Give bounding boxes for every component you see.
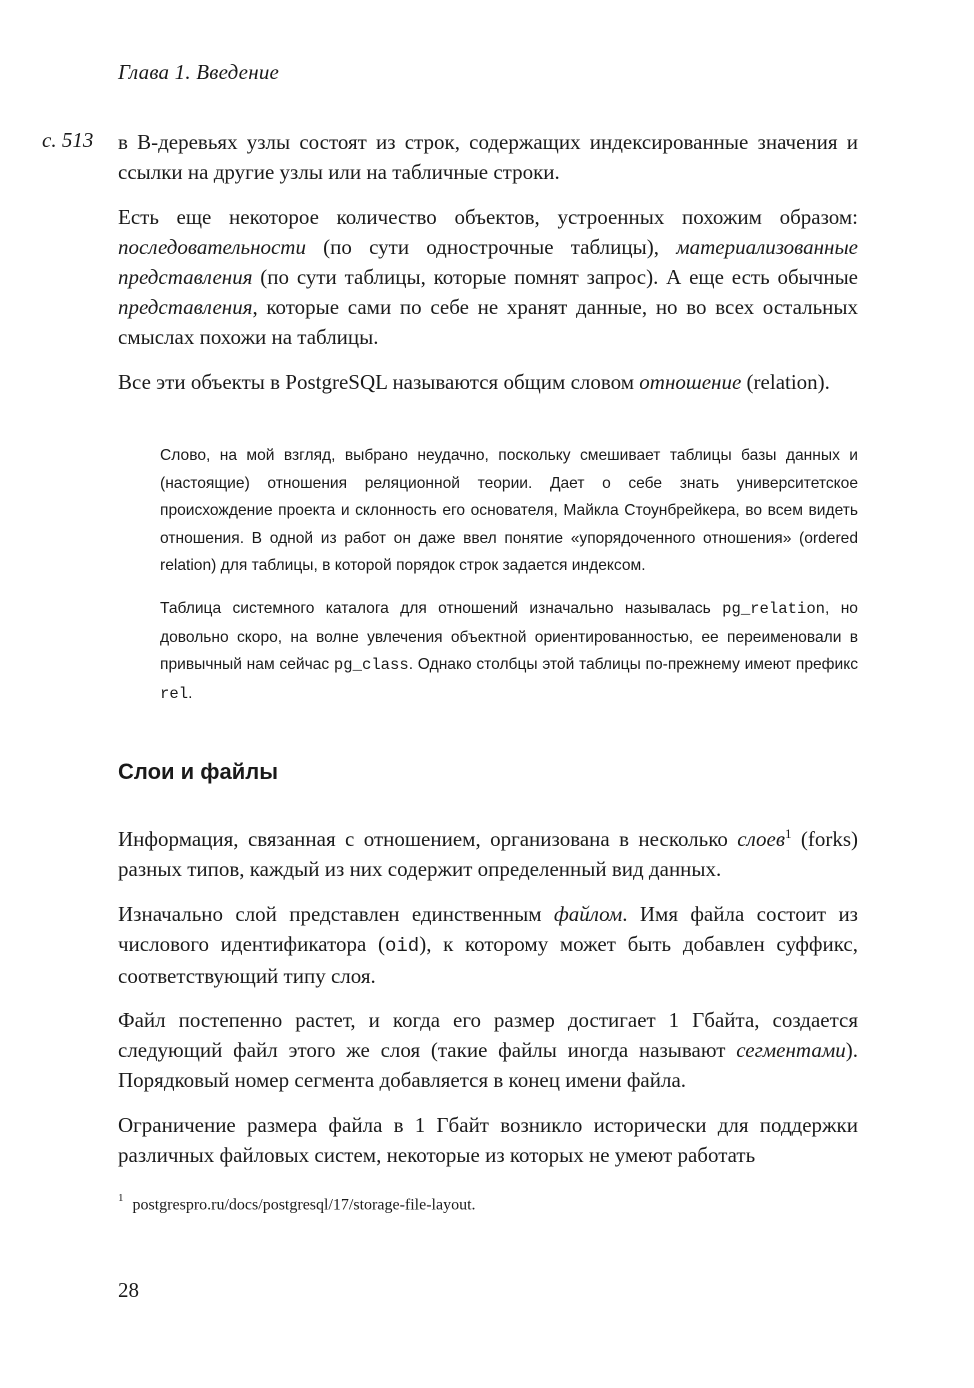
footnote-number: 1 xyxy=(118,1192,124,1204)
note-pg-class: Таблица системного каталога для отношений изначально называлась pg_relation, но довольно скоро, на волне увлечения объектной ориентированностью, ее переименовали в привычный нам сейчас pg_class. Однако столбцы этой таблицы по-прежнему имеют префикс rel. xyxy=(160,600,859,703)
term-views: представления xyxy=(118,295,253,319)
term-forks: слоев xyxy=(737,827,785,851)
code-pg-relation: pg_relation xyxy=(722,600,826,618)
paragraph-size-limit: Ограничение размера файла в 1 Гбайт возникло исторически для поддержки различных файловых систем, некоторые из которых не умеют работать xyxy=(118,1113,858,1167)
term-sequences: последовательности xyxy=(118,235,306,259)
term-relation: отношение xyxy=(639,370,742,394)
term-file: файлом xyxy=(553,902,623,926)
term-segments: сегментами xyxy=(736,1038,846,1062)
paragraph-btree: в B-деревьях узлы состоят из строк, содержащих индексированные значения и ссылки на другие узлы или на табличные строки. xyxy=(118,130,858,184)
running-head: Глава 1. Введение xyxy=(118,60,280,84)
footnote-reference[interactable]: 1 xyxy=(784,826,792,841)
margin-page-reference: с. 513 xyxy=(42,128,94,152)
note-word-choice: Слово, на мой взгляд, выбрано неудачно, поскольку смешивает таблицы базы данных и (настоящие) отношения реляционной теории. Дает о себе знать университетское происхождение проекта и склонность его основателя, Майкла Стоунбрейкера, во всем видеть отношения. В одной из работ он даже ввел понятие «упорядоченного отношения» (ordered relation) для таблицы, в которой порядок строк задается индексом. xyxy=(160,447,858,574)
term-materialized-views: материализованные представления xyxy=(118,235,858,289)
paragraph-relation: Все эти объекты в PostgreSQL называются общим словом отношение (relation). xyxy=(118,370,830,394)
paragraph-forks: Информация, связанная с отношением, организована в несколько слоев$^1$ (forks) разных типов, каждый из них содержит определенный вид данных. xyxy=(118,826,858,881)
code-oid: oid xyxy=(384,935,420,957)
page-number: 28 xyxy=(118,1278,139,1302)
footnote-link[interactable]: postgrespro.ru/docs/postgresql/17/storage-file-layout. xyxy=(132,1196,476,1214)
footnote xyxy=(118,1194,476,1214)
code-pg-class: pg_class xyxy=(333,656,409,674)
code-rel: rel xyxy=(160,684,189,703)
section-title: Слои и файлы xyxy=(118,759,279,784)
paragraph-file: Изначально слой представлен единственным файлом. Имя файла состоит из числового идентификатора (oid), к которому может быть добавлен суффикс, соответствующий типу слоя. xyxy=(118,902,858,988)
paragraph-segments: Файл постепенно растет, и когда его размер достигает 1 Гбайта, создается следующий файл этого же слоя (такие файлы иногда называют сегментами). Порядковый номер сегмента добавляется в конец имени файла. xyxy=(118,1008,858,1092)
paragraph-objects: Есть еще некоторое количество объектов, устроенных похожим образом: последовательности (по сути однострочные таблицы), материализованные представления (по сути таблицы, которые помнят запрос). А еще есть обычные представления, которые сами по себе не хранят данные, но во всех остальных смыслах похожи на таблицы. xyxy=(118,205,858,349)
